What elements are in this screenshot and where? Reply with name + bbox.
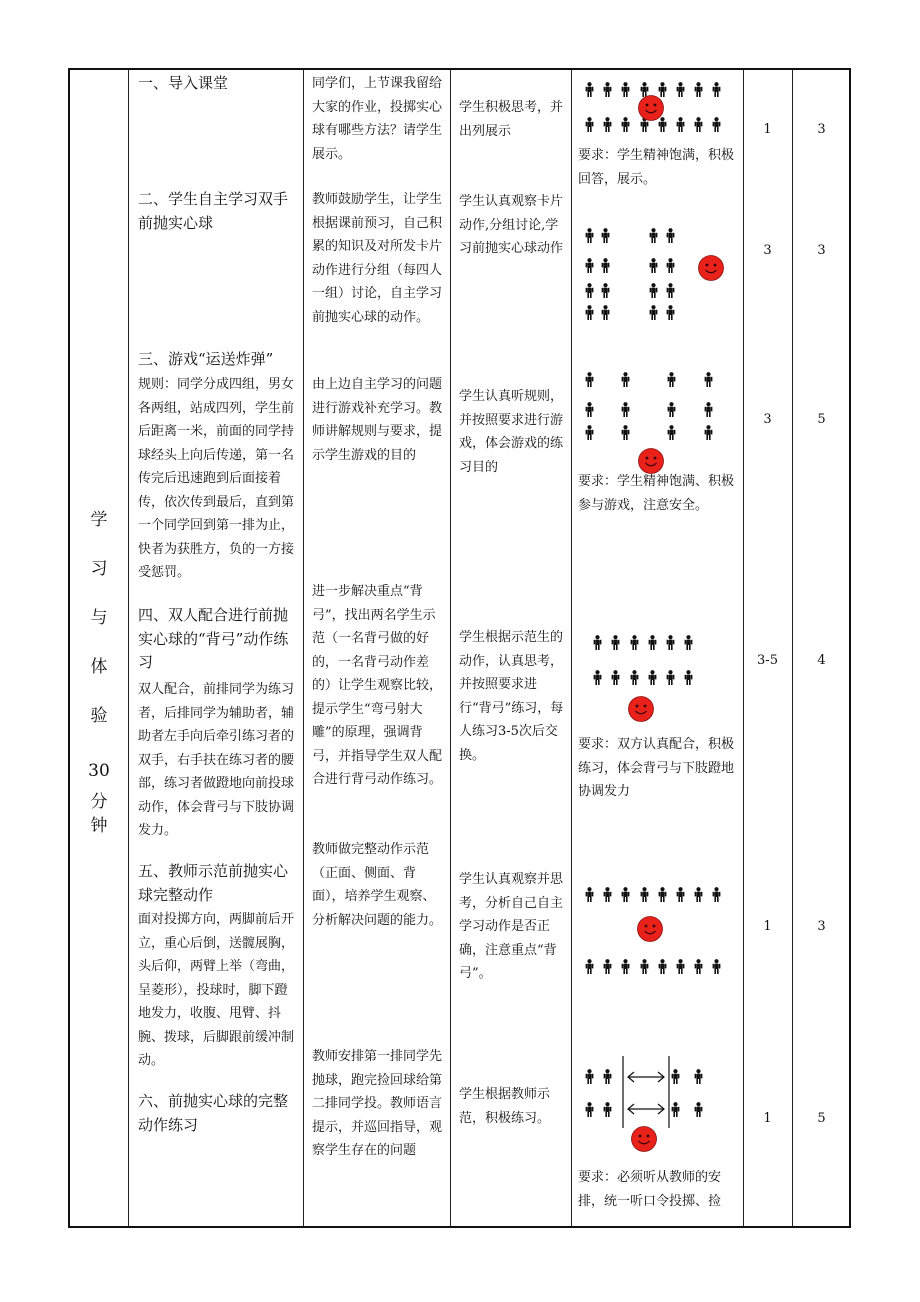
repetitions: 3 <box>763 243 772 258</box>
student-figure-icon <box>585 283 594 298</box>
teacher-activity: 教师鼓励学生，让学生根据课前预习，自己积累的知识及对所发卡片动作进行分组（每四人一组）讨论，自主学习前抛实心球的动作。 <box>312 192 443 325</box>
student-figure-icon <box>603 1102 612 1117</box>
student-figure-icon <box>658 959 667 974</box>
student-figure-icon <box>585 402 594 417</box>
student-figure-icon <box>684 635 693 650</box>
student-figure-icon <box>666 258 675 273</box>
column-divider <box>128 70 129 1226</box>
stage-label <box>70 505 128 835</box>
stage-char: 30 <box>88 761 110 781</box>
section-detail: 规则：同学分成四组，男女各两组，站成四列，学生前后距离一米，前面的同学持球经头上向后传递，第一名传完后迅速跑到后面接着传，依次传到最后，直到第一个同学回到第一排为止，快者为获胜方，负的一方接受惩罚。 <box>138 377 295 580</box>
student-figure-icon <box>585 1102 594 1117</box>
stage-char: 钟 <box>90 816 108 836</box>
student-figure-icon <box>611 670 620 685</box>
requirement-note: 要求：必须听从教师的安排，统一听口令投掷、捡 <box>578 1170 722 1209</box>
student-figure-icon <box>704 402 713 417</box>
student-figure-icon <box>658 887 667 902</box>
section-title: 二、学生自主学习双手前抛实心球 <box>138 190 289 232</box>
column-divider <box>450 70 451 1226</box>
student-figure-icon <box>630 670 639 685</box>
student-figure-icon <box>585 82 594 97</box>
student-figure-icon <box>621 82 630 97</box>
student-figure-icon <box>601 258 610 273</box>
student-activity: 学生积极思考，并出列展示 <box>459 100 564 139</box>
teacher-face-icon <box>627 695 655 723</box>
repetitions: 3-5 <box>757 653 778 668</box>
student-figure-icon <box>704 372 713 387</box>
student-figure-icon <box>649 258 658 273</box>
duration-minutes: 5 <box>817 412 826 427</box>
student-figure-icon <box>585 425 594 440</box>
duration-minutes: 4 <box>817 653 826 668</box>
section-title: 四、双人配合进行前抛实心球的“背弓”动作练习 <box>138 606 289 671</box>
student-figure-icon <box>585 1069 594 1084</box>
student-figure-icon <box>694 887 703 902</box>
student-figure-icon <box>694 959 703 974</box>
student-figure-icon <box>603 117 612 132</box>
student-figure-icon <box>593 670 602 685</box>
duration-minutes: 5 <box>817 1111 826 1126</box>
student-figure-icon <box>694 82 703 97</box>
student-figure-icon <box>601 305 610 320</box>
student-figure-icon <box>648 635 657 650</box>
student-figure-icon <box>649 305 658 320</box>
student-figure-icon <box>621 959 630 974</box>
section-detail: 双人配合，前排同学为练习者，后排同学为辅助者，辅助者左手向后牵引练习者的双手，右手扶在练习者的腰部，练习者做蹬地向前投球动作，体会背弓与下肢协调发力。 <box>138 682 295 838</box>
section-title: 五、教师示范前抛实心球完整动作 <box>138 862 289 904</box>
column-divider <box>571 70 572 1226</box>
student-figure-icon <box>676 959 685 974</box>
student-activity: 学生认真观察并思考，分析自己自主学习动作是否正确，注意重点“背弓”。 <box>459 872 564 981</box>
student-figure-icon <box>666 305 675 320</box>
requirement-note: 要求：双方认真配合，积极练习，体会背弓与下肢蹬地协调发力 <box>578 737 735 799</box>
student-figure-icon <box>601 228 610 243</box>
section-title: 一、导入课堂 <box>138 74 229 92</box>
teacher-face-icon <box>637 94 665 122</box>
student-figure-icon <box>621 372 630 387</box>
requirement-note: 要求：学生精神饱满，积极回答，展示。 <box>578 148 735 187</box>
column-divider <box>303 70 304 1226</box>
student-figure-icon <box>667 402 676 417</box>
student-figure-icon <box>649 283 658 298</box>
student-figure-icon <box>585 228 594 243</box>
student-figure-icon <box>712 887 721 902</box>
teacher-face-icon <box>637 447 665 475</box>
double-arrow-icon <box>628 1072 664 1082</box>
student-figure-icon <box>694 1069 703 1084</box>
teacher-face-icon <box>636 915 664 943</box>
teacher-activity: 进一步解决重点“背弓”，找出两名学生示范（一名背弓做的好的，一名背弓动作差的）让学生观察比较，提示学生“弯弓射大雕”的原理，强调背弓，并指导学生双人配合进行背弓动作练习。 <box>312 584 443 787</box>
throw-direction-arrows <box>618 1056 674 1128</box>
teacher-face-icon <box>697 254 725 282</box>
student-figure-icon <box>601 283 610 298</box>
student-figure-icon <box>666 283 675 298</box>
student-figure-icon <box>694 1102 703 1117</box>
student-figure-icon <box>585 959 594 974</box>
student-activity: 学生根据教师示范，积极练习。 <box>459 1087 551 1126</box>
student-figure-icon <box>694 117 703 132</box>
student-figure-icon <box>603 82 612 97</box>
student-figure-icon <box>667 425 676 440</box>
double-arrow-icon <box>628 1104 664 1114</box>
repetitions: 1 <box>763 122 772 137</box>
student-figure-icon <box>621 887 630 902</box>
section-detail: 面对投掷方向，两脚前后开立，重心后倒，送髋展胸，头后仰，两臂上举（弯曲，呈菱形），投球时，脚下蹬地发力，收腹、甩臂、抖腕、拨球，后脚跟前缓冲制动。 <box>138 912 295 1068</box>
teacher-activity: 由上边自主学习的问题进行游戏补充学习。教师讲解规则与要求，提示学生游戏的目的 <box>312 377 443 463</box>
student-figure-icon <box>585 258 594 273</box>
student-figure-icon <box>593 635 602 650</box>
teacher-activity: 教师安排第一排同学先抛球，跑完捡回球给第二排同学投。教师语言提示，并巡回指导，观察学生存在的问题 <box>312 1049 443 1158</box>
student-figure-icon <box>640 887 649 902</box>
student-figure-icon <box>666 228 675 243</box>
student-figure-icon <box>603 887 612 902</box>
student-figure-icon <box>621 402 630 417</box>
student-figure-icon <box>585 372 594 387</box>
repetitions: 1 <box>763 1111 772 1126</box>
student-figure-icon <box>648 670 657 685</box>
teacher-face-icon <box>630 1125 658 1153</box>
section-title: 三、游戏“运送炸弹” <box>138 350 274 368</box>
teacher-activity: 教师做完整动作示范（正面、侧面、背面），培养学生观察、分析解决问题的能力。 <box>312 842 443 928</box>
student-figure-icon <box>585 887 594 902</box>
duration-minutes: 3 <box>817 919 826 934</box>
student-figure-icon <box>621 425 630 440</box>
student-figure-icon <box>640 959 649 974</box>
student-figure-icon <box>630 635 639 650</box>
stage-char: 习 <box>90 559 108 579</box>
requirement-note: 要求：学生精神饱满、积极参与游戏，注意安全。 <box>578 474 735 513</box>
student-activity: 学生根据示范生的动作，认真思考，并按照要求进行“背弓”练习，每人练习3-5次后交换。 <box>459 630 564 763</box>
student-figure-icon <box>603 959 612 974</box>
stage-char: 与 <box>90 608 108 628</box>
student-figure-icon <box>666 635 675 650</box>
student-figure-icon <box>712 959 721 974</box>
student-figure-icon <box>676 887 685 902</box>
repetitions: 3 <box>763 412 772 427</box>
student-figure-icon <box>712 82 721 97</box>
stage-char: 分 <box>90 792 108 812</box>
student-activity: 学生认真观察卡片动作,分组讨论,学习前抛实心球动作 <box>459 194 564 256</box>
section-title: 六、前抛实心球的完整动作练习 <box>138 1092 289 1134</box>
student-figure-icon <box>603 1069 612 1084</box>
stage-char: 体 <box>90 657 108 677</box>
student-figure-icon <box>676 117 685 132</box>
student-figure-icon <box>585 305 594 320</box>
teacher-activity: 同学们，上节课我留给大家的作业，投掷实心球有哪些方法？请学生展示。 <box>312 76 443 162</box>
duration-minutes: 3 <box>817 243 826 258</box>
student-figure-icon <box>704 425 713 440</box>
student-activity: 学生认真听规则，并按照要求进行游戏，体会游戏的练习目的 <box>459 389 564 475</box>
student-figure-icon <box>649 228 658 243</box>
student-figure-icon <box>676 82 685 97</box>
student-figure-icon <box>621 117 630 132</box>
student-figure-icon <box>666 670 675 685</box>
stage-char: 学 <box>90 510 108 530</box>
stage-char: 验 <box>90 706 108 726</box>
student-figure-icon <box>667 372 676 387</box>
duration-minutes: 3 <box>817 122 826 137</box>
student-figure-icon <box>684 670 693 685</box>
student-figure-icon <box>585 117 594 132</box>
student-figure-icon <box>611 635 620 650</box>
repetitions: 1 <box>763 919 772 934</box>
student-figure-icon <box>712 117 721 132</box>
